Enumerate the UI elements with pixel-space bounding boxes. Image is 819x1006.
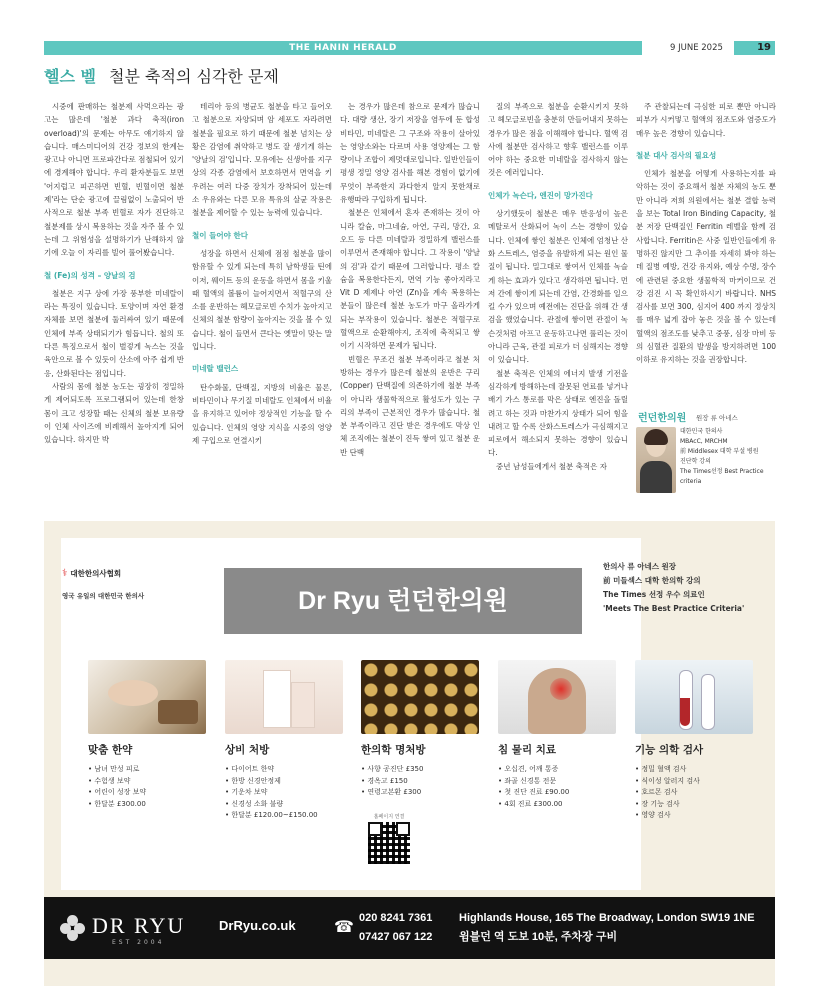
brand-name: DR RYU <box>92 913 186 938</box>
doctor-info-line: 'Meets The Best Practice Criteria' <box>603 604 745 613</box>
kma-block <box>62 568 172 600</box>
article-subheading: 인체가 녹슨다, 엔진이 망가진다 <box>488 190 593 200</box>
service-list <box>88 764 206 810</box>
article-column-1 <box>44 100 184 532</box>
service-item: • 좌골 신경통 전문 <box>498 776 616 788</box>
doctor-info-line: 한의사 류 아네스 원장 <box>603 562 677 571</box>
service-item: • 장 기능 검사 <box>635 799 753 811</box>
article-paragraph: 성장을 하면서 신체에 점점 철분을 많이 함유할 수 있게 되는데 특히 남학생들 틴에이저, 웨이트 등의 운동을 하면서 몸을 키울 때 혈액의 볼륨이 늘어지면서 적혈구의 산소를 운반하는 헤모글로빈 수치가 높아지고 신체의 철분 함량이 높아지는 것을 볼 수 있습니다. 철이 들면서 큰다는 옛말이 맞는 말입니다. <box>192 248 332 352</box>
service-item: • 정밀 혈액 검사 <box>635 764 753 776</box>
credential-line: 前 Middlesex 대학 부설 병원 <box>680 448 759 455</box>
service-item: • 오십견, 어깨 통증 <box>498 764 616 776</box>
kma-emblem-icon: ⚕ <box>62 568 68 579</box>
profile-role: 원장 류 아네스 <box>696 414 738 422</box>
doctor-info-line: 前 미들섹스 대학 한의학 강의 <box>603 576 701 585</box>
article-paragraph: 질의 부족으로 철분을 순환시키지 못하고 헤모글로빈을 충분히 만들어내지 못하는 경우가 많은 점을 이해해야 합니다. 혈액 검사에 철분만 검사하고 향후 밸런스를 이루어야 하는 중요한 미네랄을 검사하지 않는 것은 에러입니다. <box>488 102 628 178</box>
service-item: • 어린이 성장 보약 <box>88 787 206 799</box>
article-paragraph: 시중에 판매하는 철분제 사먹으라는 광고는 많은데 '철분 과다 축적(iron overload)'의 문제는 아무도 얘기하지 않습니다. 매스미디어의 건강 정보의 한계는 광고나 아니면 프로파간다로 점철되어 있기에 경계해야 합니다. 우리 환자분들도 보면 '어지럽고 피곤하면 빈혈, 빈혈이면 철분제'라는 단순 광고에 끌림없이 노출되어 반사적으로 철분 부족 빈혈로 자가 진단하고 철분제를 상시 복용하는 것을 자주 볼 수 있는데 그 위험성을 설명하기가 난해하지 않기에 오늘 이 자리를 빌어 풀어봤습니다. <box>44 102 184 258</box>
service-item: • 첫 진단 진료 £90.00 <box>498 787 616 799</box>
service-item: • 4회 진료 £300.00 <box>498 799 616 811</box>
doctor-info-line: The Times 선정 우수 의료인 <box>603 590 705 599</box>
article-paragraph: 탄수화물, 단백질, 지방의 비율은 물론, 비타민이나 무기질 미네랄도 인체에서 비율을 유지하고 있어야 정상적인 기능을 할 수 있습니다. 인체의 영양 지식을 시중의 영양제 구입으로 연결시키 <box>192 382 332 445</box>
article-paragraph: 철분은 인체에서 혼자 존재하는 것이 아니라 칼슘, 마그네슘, 아연, 구리, 망간, 요오드 등 다른 미네랄과 정밀하게 밸런스를 이루면서 존재해야 합니다. 그 작용이 '양날의 검'과 같기 때문에 그러합니다. 평소 칼슘을 복용한다든지, 면역 기능 좋아지라고 Vit D 제제나 아연 (Zn)을 계속 복용하는 분들이 많은데 철분 농도가 마구 올라가게 되는 부작용이 있습니다. 철분은 적혈구로 혈액으로 순환해야지, 조직에 축적되고 쌓이기 시작하면 문제가 됩니다. <box>340 208 480 351</box>
brand-established: EST 2004 <box>112 939 165 946</box>
service-item: • 연령고본환 £300 <box>361 787 479 799</box>
ad-banner <box>224 568 582 634</box>
masthead <box>44 41 775 55</box>
clinic-address <box>459 909 755 947</box>
phone-numbers <box>359 909 432 947</box>
service-item: • 사향 공진단 £350 <box>361 764 479 776</box>
service-item: • 기운차 보약 <box>225 787 343 799</box>
service-standard-prescription <box>225 660 343 822</box>
service-list <box>635 764 753 822</box>
credential-line: MBAcC, MRCHM <box>680 438 728 445</box>
service-list <box>361 764 479 799</box>
article-paragraph: 빈혈은 무조건 철분 부족이라고 철분 처방하는 경우가 많은데 철분의 운반은 구리(Copper) 단백질에 의존하기에 철분 부족이 아니라 생물학적으로 활성도가 있는 구리의 부족이 근본적인 경우가 많습니다. 철분 부족이라고 진단 받은 경우에도 막상 인체 조직에는 철분이 진득 쌓여 있고 철분 운반 단백 <box>340 354 480 457</box>
article-paragraph: 철분 축적은 인체의 에너지 발생 기전을 심각하게 방해하는데 잘못된 연료를 넣거나 배기 가스 통로를 막은 상태로 엔진을 돌릴려고 하는 것과 마찬가지 상태가 되어 힘을 내려고 할 수록 산화스트레스가 극심해지고 피로에서 해소되지 못하는 경향이 있습니다. <box>488 368 628 458</box>
page-number: 19 <box>734 41 775 55</box>
article-paragraph: 상기했듯이 철분은 매우 반응성이 높은 메탈로서 산화되어 녹이 스는 경향이 있습니다. 인체에 쌓인 철분은 인체에 엄청난 산화 스트레스, 염증을 유발하게 되는 원인 물질이 됩니다. 밀그대로 쌓여서 인체를 녹슬게 하는 효과가 있다고 생각하면 됩니다. 먼저 간에 쌓이게 되는데 간염, 간경화를 일으킬 수가 있으며 예전에는 진단을 위해 간 생검을 했었습니다. 관절에 쌓이면 관절이 녹슨것처럼 아프고 운동하고나면 풀리는 것이 아니라 근육, 관절 피로가 더 심해지는 경향이 있습니다. <box>488 209 628 365</box>
service-item: • 한달분 £300.00 <box>88 799 206 811</box>
directions-line: 윔블던 역 도보 10분, 주차장 구비 <box>459 931 618 943</box>
service-item: • 경옥고 £150 <box>361 776 479 788</box>
article-paragraph: 는 경우가 많은데 참으로 문제가 많습니다. 대량 생산, 장기 저장을 염두에 둔 합성 비타민, 미네랄은 그 구조와 작용이 살아있는 영양소와는 다르며 사용 영양제는 그 함량이나 조합이 제멋대로입니다. 일반인들이 평생 정밀 영양 검사를 해본 경험이 없기에 무엇이 부족한지 과다한지 알지 못한채로 유행따라 구입하게 됩니다. <box>340 102 480 205</box>
service-item: • 다이어트 한약 <box>225 764 343 776</box>
article-column-4 <box>488 100 628 532</box>
service-name: 침 물리 치료 <box>498 744 557 756</box>
credential-line: 대한민국 한의사 <box>680 428 723 435</box>
service-name: 상비 처방 <box>225 744 270 756</box>
article-title: 철분 축적의 심각한 문제 <box>109 67 279 86</box>
article-column-2 <box>192 100 332 532</box>
service-list <box>225 764 343 822</box>
doctor-info <box>603 560 773 616</box>
credential-line: The Times선정 Best Practice criteria <box>680 468 764 485</box>
article-heading <box>44 66 279 88</box>
service-name: 맞춤 한약 <box>88 744 133 756</box>
kma-tagline: 영국 유일의 대한민국 한의사 <box>62 592 145 600</box>
article-paragraph: 철분은 지구 상에 가장 풍부한 미네랄이라는 특징이 있습니다. 토양이며 자연 환경 자체를 보면 철분에 둘러싸여 있기 때문에 인체에 부족 상태되기가 힘듭니다. 철의 또다른 특징으로서 철이 벌겋게 녹스는 것을 육안으로 볼 수 있듯이 산소에 아주 쉽게 반응, 산화된다는 점입니다. <box>44 288 184 378</box>
article-column-5 <box>636 100 776 400</box>
service-item: • 한방 신경안정제 <box>225 776 343 788</box>
service-acupuncture <box>498 660 616 810</box>
service-functional-tests <box>635 660 753 822</box>
issue-date: 9 JUNE 2025 <box>670 43 723 53</box>
service-item: • 영양 검사 <box>635 810 753 822</box>
qr-caption: 홈페이지 연결 <box>373 814 405 820</box>
gold-pills-image <box>361 660 479 734</box>
article-subheading: 철이 들어야 한다 <box>192 230 248 240</box>
author-profile <box>632 405 775 515</box>
service-list <box>498 764 616 810</box>
phone-number[interactable]: 020 8241 7361 <box>359 912 433 924</box>
author-photo <box>636 427 676 493</box>
service-item: • 신경성 소화 불량 <box>225 799 343 811</box>
ad-banner-title: Dr Ryu 런던한의원 <box>298 587 508 615</box>
article-paragraph: 중년 남성들에게서 철분 축적은 자 <box>496 461 607 471</box>
section-name: 헬스 벨 <box>44 67 96 86</box>
address-line: Highlands House, 165 The Broadway, London SW19 1NE <box>459 912 755 924</box>
blood-test-image <box>635 660 753 734</box>
article-subheading: 철분 대사 검사의 필요성 <box>636 150 717 160</box>
phone-number[interactable]: 07427 067 122 <box>359 931 433 943</box>
shoulder-pain-image <box>498 660 616 734</box>
article-subheading: 미네랄 밸런스 <box>192 364 239 374</box>
credential-line: 진단학 강의 <box>680 458 711 465</box>
qr-block[interactable] <box>363 813 415 864</box>
service-item: • 식이성 알러지 검사 <box>635 776 753 788</box>
phone-icon: ☎ <box>334 917 354 936</box>
article-column-3 <box>340 100 480 532</box>
service-custom-herbal <box>88 660 206 810</box>
website-link[interactable]: DrRyu.co.uk <box>219 918 296 933</box>
article-paragraph: 주 관찰되는데 극심한 피로 뿐만 아니라 피부가 시커멓고 혈액의 점조도와 염증도가 매우 높은 경향이 있습니다. <box>636 102 776 138</box>
article-paragraph: 사람의 몸에 철분 농도는 굉장히 정밀하게 제어되도록 프로그램되어 있는데 한창 몸이 크고 성장할 때는 신체의 철분 보유량이 인체 사이즈에 비례해서 높아지게 되어 있습니다. 하지만 박 <box>44 381 184 445</box>
article-subheading: 철 (Fe)의 성격 – 양날의 검 <box>44 270 136 280</box>
herbal-hands-image <box>88 660 206 734</box>
profile-credentials <box>680 427 775 487</box>
service-item: • 남녀 만성 피로 <box>88 764 206 776</box>
service-name: 한의학 명처방 <box>361 744 426 756</box>
profile-clinic-name: 런던한의원 <box>638 413 687 424</box>
service-famous-prescription <box>361 660 479 799</box>
service-item: • 수험생 보약 <box>88 776 206 788</box>
newspaper-name: THE HANIN HERALD <box>289 43 397 53</box>
service-item: • 한달분 £120.00~£150.00 <box>225 810 343 822</box>
article-paragraph: 테리아 등의 병균도 철분을 타고 들어오고 철분으로 자양되며 암 세포도 자라려면 철분을 필요로 하기 때문에 철분 넘치는 상황은 감염에 취약하고 병도 잘 생기게 하는 '양날의 검'입니다. 모유에는 신생아를 지구 상의 각종 감염에서 보호하면서 면역을 키우려는 여러 다중 장치가 장착되어 있는데 소 우유와는 다른 모유 특유의 살균 작용은 철분을 제어할 수 있는 능력에 있습니다. <box>192 102 332 218</box>
service-name: 기능 의학 검사 <box>635 744 704 756</box>
qr-code-icon[interactable] <box>368 822 410 864</box>
ad-footer <box>44 897 775 959</box>
article-paragraph: 인체가 철분을 어떻게 사용하는지를 파악하는 것이 중요해서 철분 자체의 농도 뿐만 아니라 저희 의원에서는 철분 결합 능력을 보는 Total Iron Binding Capacity, 철분 저장 단백질인 Ferritin 레벨을 함께 검사합니다. Ferritin은 사중 일반인들에게 유명하진 않지만 그 추이를 자세히 봐야 하는데 질병 예방, 건강 유지와, 예상 수명, 장수에 관련된 중요한 생물학적 마커이므로 건강 검진 시 꼭 확인하시기 바랍니다. NHS 검사를 보면 300, 심지어 400 까지 정상치를 매우 넓게 잡아 놓은 것을 볼 수 있는데 혈액의 점조도를 낮추고 중풍, 심장 마비 등의 심혈관 질환의 발생을 방지하려면 100 이하로 유지하는 것을 권장합니다. <box>636 169 776 365</box>
kma-logo: ⚕ 대한한의사협회 <box>62 568 122 579</box>
brand-logo-icon <box>60 915 86 941</box>
medicine-box-image <box>225 660 343 734</box>
service-item: • 호르몬 검사 <box>635 787 753 799</box>
